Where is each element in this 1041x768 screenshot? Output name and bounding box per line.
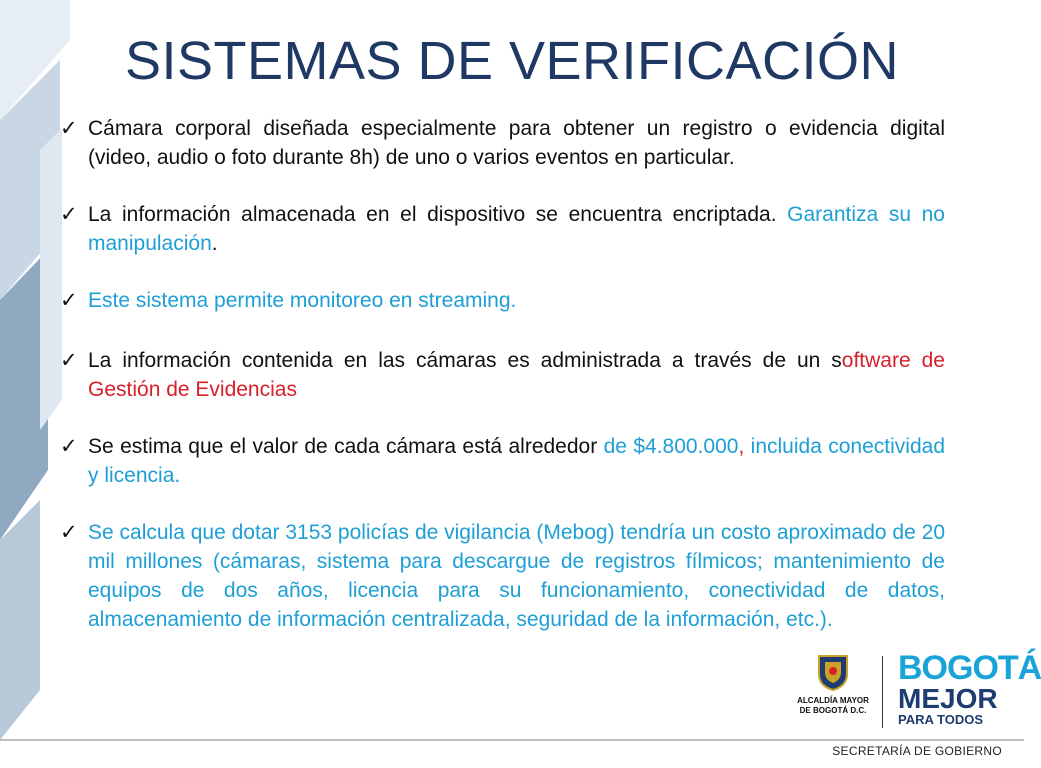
checkmark-icon: ✓ (60, 203, 78, 226)
alcaldia-line-2: DE BOGOTÁ D.C. (799, 706, 867, 715)
bullet-text-segment: Se estima que el valor de cada cámara está alrededor (88, 435, 604, 458)
logo-bogota: BOGOTÁ (898, 649, 1041, 687)
bullet-item (60, 200, 945, 258)
alcaldia-text (792, 696, 874, 716)
footer-label: SECRETARÍA DE GOBIERNO (832, 744, 1002, 758)
slide-title: SISTEMAS DE VERIFICACIÓN (124, 31, 900, 91)
bullet-text-segment: incluida conectividad y licencia. (88, 435, 945, 487)
bullet-text-segment: La información almacenada en el dispositivo se encuentra encriptada. (88, 203, 788, 226)
bullet-text-segment: . (211, 232, 218, 255)
footer-divider (0, 739, 1024, 741)
bullet-text-segment: Se calcula que dotar 3153 policías de vigilancia (Mebog) tendría un costo aproximado de 20 mil millones (cámaras, sistema para descargue de registros fílmicos; mantenimiento de equipos de dos años, licencia para su funcionamiento, conectividad de datos, almacenamiento de información centralizada, seguridad de la información, etc.). (88, 521, 945, 631)
bogota-logo (792, 649, 1041, 735)
bullet-item (60, 286, 945, 315)
bullet-item (60, 114, 945, 172)
checkmark-icon: ✓ (60, 349, 78, 372)
bullet-text-segment: Cámara corporal diseñada especialmente para obtener un registro o evidencia digital (video, audio o foto durante 8h) de uno o varios eventos en particular. (88, 117, 945, 169)
checkmark-icon: ✓ (60, 117, 78, 140)
bullet-text-segment: oftware de Gestión de Evidencias (88, 349, 945, 401)
logo-divider (882, 656, 883, 728)
bullet-text-segment: Este sistema permite monitoreo en streaming. (88, 289, 517, 312)
deco-shape-4 (0, 500, 40, 740)
bullet-text-segment: de $4.800.000 (603, 435, 739, 458)
checkmark-icon: ✓ (60, 435, 78, 458)
deco-shape-5 (40, 128, 62, 430)
bullet-text-segment: La información contenida en las cámaras es administrada a través de un s (88, 349, 842, 372)
alcaldia-line-1: ALCALDÍA MAYOR (797, 696, 869, 705)
bullet-text-segment: , (738, 435, 745, 458)
checkmark-icon: ✓ (60, 289, 78, 312)
logo-para-todos: PARA TODOS (898, 712, 983, 727)
bullet-item (60, 432, 945, 490)
bullet-list (60, 114, 945, 662)
bullet-item (60, 346, 945, 404)
bullet-item (60, 518, 945, 634)
logo-mejor: MEJOR (898, 683, 998, 714)
checkmark-icon: ✓ (60, 521, 78, 544)
coat-of-arms-icon (815, 652, 851, 692)
bullet-text-segment: Garantiza su no manipulación (88, 203, 945, 255)
